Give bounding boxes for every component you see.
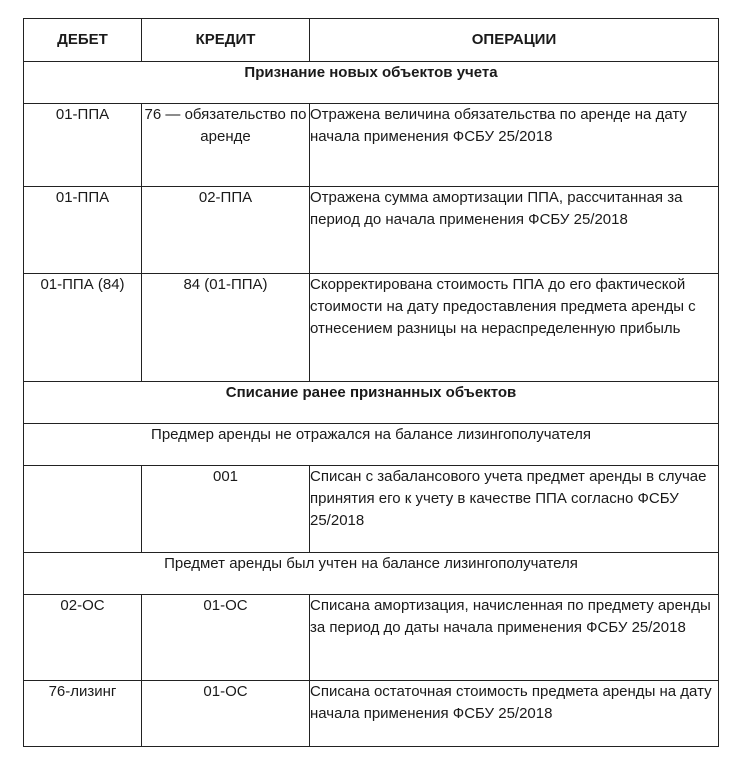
- operation-cell: Списан с забалансового учета предмет аренды в случае принятия его к учету в качестве ППА согласно ФСБУ 25/2018: [310, 466, 719, 553]
- table-row: [24, 595, 719, 681]
- debit-cell: 02-ОС: [24, 595, 142, 681]
- operation-cell: Списана остаточная стоимость предмета аренды на дату начала применения ФСБУ 25/2018: [310, 681, 719, 747]
- operation-cell: Отражена сумма амортизации ППА, рассчитанная за период до начала применения ФСБУ 25/2018: [310, 187, 719, 274]
- table-row: [24, 681, 719, 747]
- operation-cell: Списана амортизация, начисленная по предмету аренды за период до даты начала применения ФСБУ 25/2018: [310, 595, 719, 681]
- credit-cell: 01-ОС: [142, 681, 310, 747]
- debit-cell: 76-лизинг: [24, 681, 142, 747]
- accounting-entries-table: [23, 18, 719, 747]
- credit-cell: 02-ППА: [142, 187, 310, 274]
- credit-cell: 84 (01-ППА): [142, 274, 310, 382]
- operation-cell: Скорректирована стоимость ППА до его фактической стоимости на дату предоставления предмета аренды с отнесением разницы на нераспределенную прибыль: [310, 274, 719, 382]
- header-operations: ОПЕРАЦИИ: [310, 19, 719, 62]
- section-row: [24, 62, 719, 104]
- operation-cell: Отражена величина обязательства по аренде на дату начала применения ФСБУ 25/2018: [310, 104, 719, 187]
- debit-cell: 01-ППА: [24, 187, 142, 274]
- header-credit: КРЕДИТ: [142, 19, 310, 62]
- debit-cell: 01-ППА: [24, 104, 142, 187]
- credit-cell: 76 — обязательство по аренде: [142, 104, 310, 187]
- subsection-row: [24, 424, 719, 466]
- header-row: [24, 19, 719, 62]
- section-title: Признание новых объектов учета: [24, 62, 719, 104]
- table-row: [24, 274, 719, 382]
- subsection-title: Предмет аренды был учтен на балансе лизингополучателя: [24, 553, 719, 595]
- table-row: [24, 104, 719, 187]
- credit-cell: 01-ОС: [142, 595, 310, 681]
- header-debit: ДЕБЕТ: [24, 19, 142, 62]
- section-title: Списание ранее признанных объектов: [24, 382, 719, 424]
- table-row: [24, 466, 719, 553]
- subsection-row: [24, 553, 719, 595]
- debit-cell: 01-ППА (84): [24, 274, 142, 382]
- subsection-title: Предмер аренды не отражался на балансе лизингополучателя: [24, 424, 719, 466]
- debit-cell: [24, 466, 142, 553]
- table-row: [24, 187, 719, 274]
- credit-cell: 001: [142, 466, 310, 553]
- section-row: [24, 382, 719, 424]
